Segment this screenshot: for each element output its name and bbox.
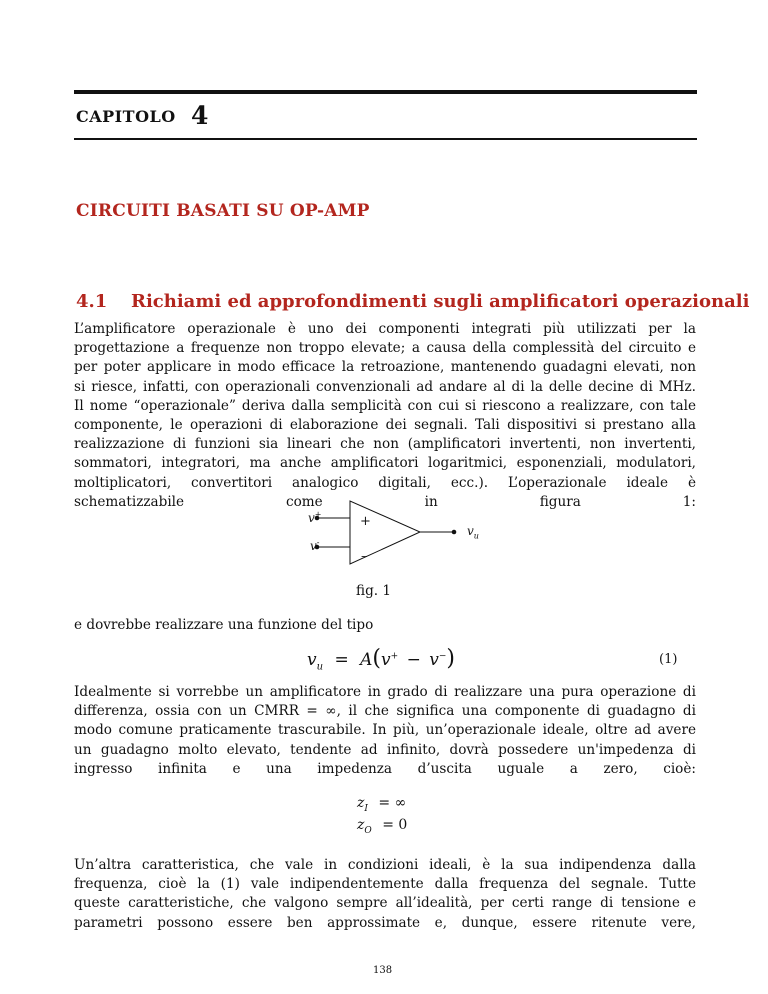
page-number: 138 xyxy=(373,965,393,976)
paragraph-line: modo comune praticamente trascurabile. In più, un’operazionale ideale, oltre ad avere xyxy=(74,722,696,739)
equation-number: (1) xyxy=(659,652,678,667)
subsection-number: 4.1 xyxy=(76,291,108,312)
paragraph-1 xyxy=(74,320,696,512)
paragraph-line: differenza, ossia con un CMRR = ∞, il che significa una componente di guadagno di xyxy=(74,703,696,720)
paragraph-line: si riesce, infatti, con operazionali convenzionali ad andare al di la delle decine di MHz. xyxy=(74,378,696,395)
plus-sign: + xyxy=(360,514,371,529)
top-rule xyxy=(74,90,697,94)
paragraph-line: frequenza, cioè la (1) vale indipendentemente dalla frequenza del segnale. Tutte xyxy=(74,876,696,893)
paragraph-line: Un’altra caratteristica, che vale in condizioni ideali, è la sua indipendenza dalla xyxy=(74,857,696,873)
paragraph-4 xyxy=(74,856,696,933)
paragraph-3 xyxy=(74,683,696,779)
paragraph-line: progettazione a frequenze non troppo elevate; a causa della complessità del circuito e xyxy=(74,340,696,357)
paragraph-line: L’amplificatore operazionale è uno dei componenti integrati più utilizzati per la xyxy=(74,321,696,337)
paragraph-line: queste caratteristiche, che valgono sempre all’idealità, per certi range di tensione e xyxy=(74,895,696,912)
chapter-label: CAPITOLO xyxy=(76,107,176,126)
output-terminal xyxy=(452,530,457,535)
paragraph-2 xyxy=(74,616,696,635)
input-minus-label: v- xyxy=(310,538,320,553)
equation-1: $v_u = A(v^+ - v^-)$ xyxy=(307,646,455,673)
paragraph-line: parametri possono essere ben approssimate e, dunque, essere ritenute vere, xyxy=(74,914,696,931)
paragraph-line: e dovrebbe realizzare una funzione del tipo xyxy=(74,617,374,633)
chapter-rule xyxy=(74,138,697,140)
chapter-number: 4 xyxy=(191,101,209,130)
paragraph-line: per poter applicare in modo efficace la retroazione, mantenendo guadagni elevati, non xyxy=(74,359,696,376)
paragraph-line: sommatori, integratori, ma anche amplificatori logaritmici, esponenziali, modulatori, xyxy=(74,455,696,472)
minus-sign: – xyxy=(361,549,368,564)
section-title: CIRCUITI BASATI SU OP-AMP xyxy=(76,201,370,221)
paragraph-line: moltiplicatori, convertitori analogico digitali, ecc.). L’operazionale ideale è xyxy=(74,474,696,491)
paragraph-line: componente, le operazioni di elaborazione dei segnali. Tali dispositivi si prestano alla xyxy=(74,417,696,434)
paragraph-line: ingresso infinita e una impedenza d’uscita uguale a zero, cioè: xyxy=(74,760,696,777)
equation-output-impedance: $z_O = 0$ xyxy=(357,817,408,836)
input-plus-label: v+ xyxy=(308,510,322,525)
paragraph-line: Idealmente si vorrebbe un amplificatore in grado di realizzare una pura operazione di xyxy=(74,684,696,700)
paragraph-line: Il nome “operazionale” deriva dalla semplicità con cui si riescono a realizzare, con tale xyxy=(74,397,696,414)
equation-input-impedance: $z_I$ = ∞ xyxy=(357,795,407,814)
paragraph-line: un guadagno molto elevato, tendente ad infinito, dovrà possedere un'impedenza di xyxy=(74,741,696,758)
paragraph-line: schematizzabile come in figura 1: xyxy=(74,493,696,510)
figure-caption: fig. 1 xyxy=(356,583,392,599)
subsection-title: Richiami ed approfondimenti sugli amplificatori operazionali xyxy=(131,291,750,312)
paragraph-line: realizzazione di funzioni sia lineari che non (amplificatori invertenti, non invertenti, xyxy=(74,436,696,453)
output-label: $v_u$ xyxy=(467,524,479,541)
